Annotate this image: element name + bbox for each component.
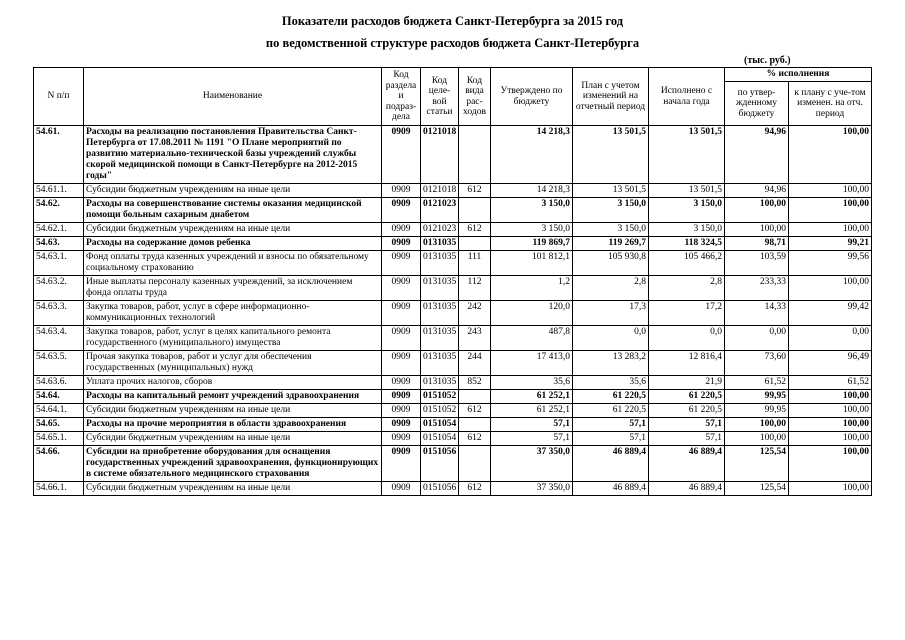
row-number: 54.63. [34,237,84,251]
row-section-code: 0909 [382,376,421,390]
row-plan: 119 269,7 [573,237,649,251]
row-approved: 119 869,7 [491,237,573,251]
row-executed: 13 501,5 [649,184,725,198]
row-approved: 37 350,0 [491,482,573,496]
row-approved: 57,1 [491,432,573,446]
row-approved: 487,8 [491,326,573,351]
col-article-header: Код целе-вой статьи [421,68,459,126]
row-approved: 35,6 [491,376,573,390]
row-executed: 118 324,5 [649,237,725,251]
row-plan: 13 283,2 [573,351,649,376]
row-section-code: 0909 [382,301,421,326]
row-pct-approved: 100,00 [725,432,789,446]
table-row [34,184,872,198]
row-type-code: 612 [459,184,491,198]
row-number: 54.62. [34,198,84,223]
row-type-code: 111 [459,251,491,276]
row-section-code: 0909 [382,126,421,184]
row-number: 54.63.6. [34,376,84,390]
row-pct-plan: 100,00 [789,276,872,301]
row-section-code: 0909 [382,223,421,237]
row-pct-approved: 100,00 [725,223,789,237]
row-executed: 0,0 [649,326,725,351]
row-plan: 61 220,5 [573,404,649,418]
row-type-code: 244 [459,351,491,376]
row-plan: 61 220,5 [573,390,649,404]
row-section-code: 0909 [382,184,421,198]
row-pct-plan: 100,00 [789,126,872,184]
row-plan: 13 501,5 [573,126,649,184]
row-name: Закупка товаров, работ, услуг в сфере информационно-коммуникационных технологий [84,301,382,326]
row-number: 54.64. [34,390,84,404]
table-row [34,418,872,432]
col-name-header: Наименование [84,68,382,126]
col-type-header: Код вида рас-ходов [459,68,491,126]
row-executed: 17,2 [649,301,725,326]
row-article-code: 0151052 [421,404,459,418]
row-article-code: 0151054 [421,432,459,446]
table-header [34,68,872,126]
row-name: Закупка товаров, работ, услуг в целях капитального ремонта государственного (муниципального) имущества [84,326,382,351]
row-executed: 13 501,5 [649,126,725,184]
table-row [34,237,872,251]
row-section-code: 0909 [382,237,421,251]
row-pct-plan: 0,00 [789,326,872,351]
row-type-code [459,418,491,432]
table-row [34,301,872,326]
row-name: Расходы на капитальный ремонт учреждений здравоохранения [84,390,382,404]
row-executed: 12 816,4 [649,351,725,376]
row-pct-plan: 100,00 [789,390,872,404]
row-type-code [459,390,491,404]
row-pct-plan: 100,00 [789,404,872,418]
row-pct-plan: 100,00 [789,198,872,223]
row-pct-plan: 99,42 [789,301,872,326]
table-row [34,126,872,184]
row-section-code: 0909 [382,251,421,276]
row-pct-approved: 100,00 [725,418,789,432]
row-pct-plan: 96,49 [789,351,872,376]
row-pct-approved: 94,96 [725,126,789,184]
table-row [34,376,872,390]
row-number: 54.63.4. [34,326,84,351]
row-article-code: 0121023 [421,198,459,223]
row-approved: 14 218,3 [491,126,573,184]
row-approved: 3 150,0 [491,223,573,237]
row-pct-plan: 99,21 [789,237,872,251]
row-article-code: 0151052 [421,390,459,404]
row-plan: 46 889,4 [573,482,649,496]
row-approved: 120,0 [491,301,573,326]
table-row [34,223,872,237]
row-article-code: 0131035 [421,326,459,351]
col-num-header: N п/п [34,68,84,126]
row-number: 54.65.1. [34,432,84,446]
row-article-code: 0131035 [421,376,459,390]
row-pct-approved: 125,54 [725,482,789,496]
table-row [34,198,872,223]
col-plan-header: План с учетом изменений на отчетный период [573,68,649,126]
row-plan: 0,0 [573,326,649,351]
row-section-code: 0909 [382,326,421,351]
row-pct-plan: 99,56 [789,251,872,276]
row-pct-approved: 103,59 [725,251,789,276]
row-section-code: 0909 [382,198,421,223]
row-type-code [459,126,491,184]
row-article-code: 0151056 [421,446,459,482]
row-pct-plan: 100,00 [789,223,872,237]
row-pct-plan: 100,00 [789,432,872,446]
row-name: Уплата прочих налогов, сборов [84,376,382,390]
row-approved: 17 413,0 [491,351,573,376]
row-name: Фонд оплаты труда казенных учреждений и взносы по обязательному социальному страхованию [84,251,382,276]
row-plan: 2,8 [573,276,649,301]
row-pct-plan: 100,00 [789,418,872,432]
row-approved: 101 812,1 [491,251,573,276]
row-article-code: 0131035 [421,251,459,276]
row-number: 54.61.1. [34,184,84,198]
row-approved: 61 252,1 [491,390,573,404]
row-section-code: 0909 [382,418,421,432]
row-section-code: 0909 [382,404,421,418]
units-label: (тыс. руб.) [744,55,791,66]
row-approved: 14 218,3 [491,184,573,198]
row-pct-plan: 100,00 [789,446,872,482]
row-number: 54.65. [34,418,84,432]
row-approved: 1,2 [491,276,573,301]
row-article-code: 0131035 [421,237,459,251]
row-number: 54.61. [34,126,84,184]
row-plan: 3 150,0 [573,223,649,237]
row-pct-approved: 125,54 [725,446,789,482]
row-pct-approved: 61,52 [725,376,789,390]
table-row [34,351,872,376]
row-executed: 57,1 [649,418,725,432]
row-approved: 57,1 [491,418,573,432]
row-plan: 57,1 [573,418,649,432]
row-number: 54.62.1. [34,223,84,237]
row-approved: 37 350,0 [491,446,573,482]
table-row [34,326,872,351]
col-pct-plan-header: к плану с уче-том изменен. на отч. период [789,82,872,126]
row-pct-plan: 61,52 [789,376,872,390]
row-section-code: 0909 [382,482,421,496]
row-section-code: 0909 [382,432,421,446]
row-executed: 2,8 [649,276,725,301]
row-number: 54.63.5. [34,351,84,376]
table-row [34,390,872,404]
row-type-code: 112 [459,276,491,301]
row-type-code [459,237,491,251]
row-plan: 35,6 [573,376,649,390]
col-pct-approved-header: по утвер-жденному бюджету [725,82,789,126]
row-pct-approved: 233,33 [725,276,789,301]
table-row [34,251,872,276]
row-name: Расходы на совершенствование системы оказания медицинской помощи больным сахарным диабетом [84,198,382,223]
table-row [34,404,872,418]
row-pct-approved: 73,60 [725,351,789,376]
row-approved: 3 150,0 [491,198,573,223]
row-executed: 61 220,5 [649,404,725,418]
col-executed-header: Исполнено с начала года [649,68,725,126]
row-name: Субсидии бюджетным учреждениям на иные цели [84,184,382,198]
row-executed: 57,1 [649,432,725,446]
row-type-code [459,198,491,223]
row-type-code [459,446,491,482]
row-name: Прочая закупка товаров, работ и услуг для обеспечения государственных (муниципальных) нужд [84,351,382,376]
table-row [34,482,872,496]
row-plan: 17,3 [573,301,649,326]
row-pct-approved: 99,95 [725,404,789,418]
table-row [34,276,872,301]
row-name: Субсидии бюджетным учреждениям на иные цели [84,482,382,496]
col-pct-group-header: % исполнения [725,68,872,82]
row-article-code: 0121023 [421,223,459,237]
row-plan: 46 889,4 [573,446,649,482]
row-section-code: 0909 [382,351,421,376]
row-section-code: 0909 [382,390,421,404]
row-pct-approved: 14,33 [725,301,789,326]
row-name: Расходы на реализацию постановления Правительства Санкт-Петербурга от 17.08.2011 № 1191 "О Плане мероприятий по развитию материально-технической базы учреждений службы скорой медицинской помощи в Санкт-Петербурге на 2012-2015 годы" [84,126,382,184]
row-pct-approved: 98,71 [725,237,789,251]
row-name: Субсидии бюджетным учреждениям на иные цели [84,432,382,446]
row-number: 54.66.1. [34,482,84,496]
row-type-code: 242 [459,301,491,326]
row-name: Расходы на прочие мероприятия в области здравоохранения [84,418,382,432]
row-plan: 57,1 [573,432,649,446]
report-subtitle: по ведомственной структуре расходов бюджета Санкт-Петербурга [265,36,640,50]
row-name: Иные выплаты персоналу казенных учреждений, за исключением фонда оплаты труда [84,276,382,301]
row-type-code: 612 [459,223,491,237]
row-article-code: 0131035 [421,351,459,376]
table-row [34,446,872,482]
row-pct-plan: 100,00 [789,184,872,198]
row-approved: 61 252,1 [491,404,573,418]
row-article-code: 0121018 [421,126,459,184]
row-section-code: 0909 [382,276,421,301]
row-name: Субсидии бюджетным учреждениям на иные цели [84,223,382,237]
row-executed: 61 220,5 [649,390,725,404]
row-name: Расходы на содержание домов ребенка [84,237,382,251]
row-type-code: 852 [459,376,491,390]
row-type-code: 612 [459,482,491,496]
row-section-code: 0909 [382,446,421,482]
budget-table [33,67,872,496]
row-pct-plan: 100,00 [789,482,872,496]
table-body [34,126,872,496]
row-executed: 46 889,4 [649,482,725,496]
col-approved-header: Утверждено по бюджету [491,68,573,126]
row-number: 54.66. [34,446,84,482]
row-executed: 3 150,0 [649,198,725,223]
row-type-code: 612 [459,404,491,418]
row-number: 54.63.1. [34,251,84,276]
row-pct-approved: 0,00 [725,326,789,351]
row-executed: 3 150,0 [649,223,725,237]
row-article-code: 0151054 [421,418,459,432]
row-type-code: 243 [459,326,491,351]
row-number: 54.63.3. [34,301,84,326]
report-title: Показатели расходов бюджета Санкт-Петербурга за 2015 год [281,14,624,28]
row-article-code: 0131035 [421,276,459,301]
row-plan: 3 150,0 [573,198,649,223]
row-name: Субсидии бюджетным учреждениям на иные цели [84,404,382,418]
row-plan: 13 501,5 [573,184,649,198]
row-article-code: 0151056 [421,482,459,496]
row-pct-approved: 94,96 [725,184,789,198]
row-executed: 105 466,2 [649,251,725,276]
row-executed: 21,9 [649,376,725,390]
row-article-code: 0121018 [421,184,459,198]
row-executed: 46 889,4 [649,446,725,482]
row-article-code: 0131035 [421,301,459,326]
row-pct-approved: 100,00 [725,198,789,223]
table-row [34,432,872,446]
row-number: 54.64.1. [34,404,84,418]
row-plan: 105 930,8 [573,251,649,276]
row-number: 54.63.2. [34,276,84,301]
row-type-code: 612 [459,432,491,446]
row-pct-approved: 99,95 [725,390,789,404]
row-name: Субсидии на приобретение оборудования для оснащения государственных учреждений здравоохранения, функционирующих в системе обязательного медицинского страхования [84,446,382,482]
col-section-header: Код раздела и подраз-дела [382,68,421,126]
